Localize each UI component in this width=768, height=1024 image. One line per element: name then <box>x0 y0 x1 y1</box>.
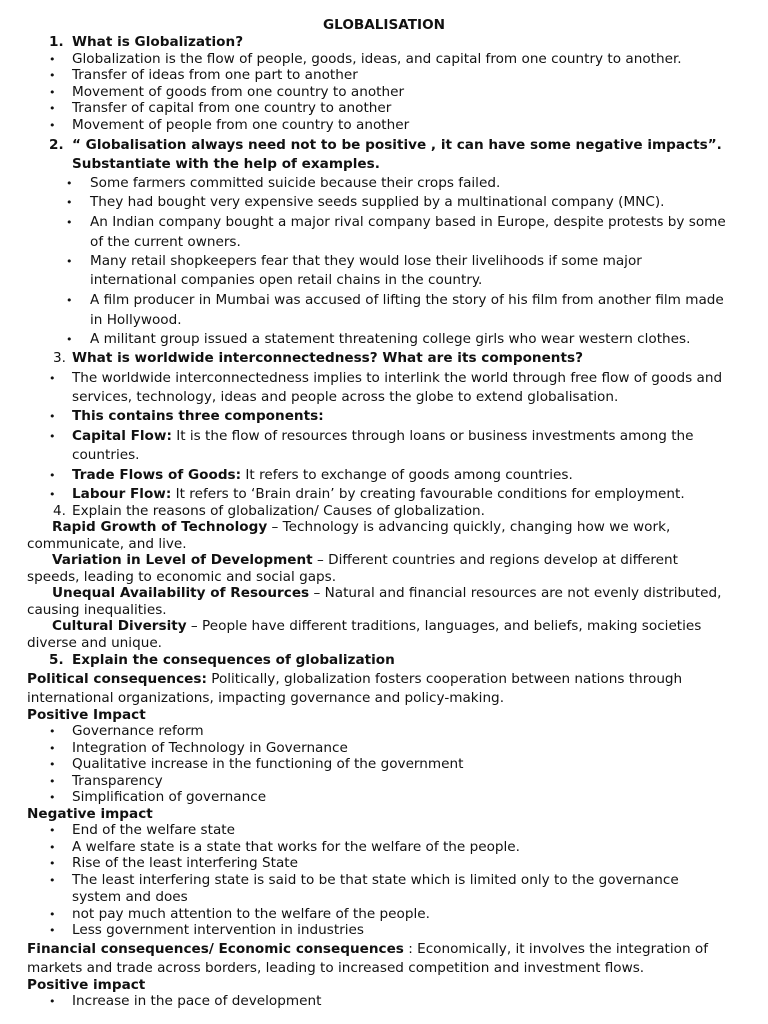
q2-bullet-text-cont: in Hollywood. <box>90 312 182 328</box>
q3-labour-flow <box>72 486 685 502</box>
bullet-icon: • <box>49 69 56 82</box>
bullet-icon: • <box>66 255 73 268</box>
political-consequences <box>27 671 682 687</box>
question-5-number: 5. <box>49 652 64 668</box>
financial-consequences <box>27 941 708 957</box>
q4-item <box>52 552 678 568</box>
bullet-icon: • <box>49 488 56 501</box>
q1-bullet-text: Movement of goods from one country to another <box>72 84 405 100</box>
positive-impact-item: Qualitative increase in the functioning of the government <box>72 756 464 772</box>
bullet-icon: • <box>49 775 56 788</box>
positive-impact-2-item: Increase in the pace of development <box>72 993 322 1009</box>
bullet-icon: • <box>49 86 56 99</box>
q4-item <box>52 585 721 601</box>
question-1-number: 1. <box>49 34 64 50</box>
q2-bullet-text-cont: international companies open retail chains in the country. <box>90 272 483 288</box>
positive-impact-item: Integration of Technology in Governance <box>72 740 348 756</box>
negative-impact-item: Rise of the least interfering State <box>72 855 298 871</box>
bullet-icon: • <box>49 995 56 1008</box>
q4-item-text: – Natural and financial resources are not evenly distributed, <box>309 585 722 601</box>
bullet-icon: • <box>49 102 56 115</box>
bullet-icon: • <box>49 53 56 66</box>
q2-bullet-text: Some farmers committed suicide because their crops failed. <box>90 175 501 191</box>
bullet-icon: • <box>49 410 56 423</box>
negative-impact-item: Less government intervention in industries <box>72 922 365 938</box>
q2-bullet-text: Many retail shopkeepers fear that they would lose their livelihoods if some major <box>90 253 642 269</box>
bullet-icon: • <box>49 874 56 887</box>
question-4-heading: Explain the reasons of globalization/ Causes of globalization. <box>72 503 485 519</box>
q2-bullet-text-cont: of the current owners. <box>90 234 241 250</box>
capital-flow-label: Capital Flow: <box>72 428 172 444</box>
q1-bullet-text: Transfer of ideas from one part to another <box>72 67 358 83</box>
q4-item-cont: communicate, and live. <box>27 536 187 552</box>
q4-item-text: – People have different traditions, languages, and beliefs, making societies <box>186 618 702 634</box>
negative-impact-item: not pay much attention to the welfare of the people. <box>72 906 430 922</box>
financial-text: : Economically, it involves the integration of <box>403 941 708 957</box>
bullet-icon: • <box>66 333 73 346</box>
bullet-icon: • <box>49 924 56 937</box>
q3-components-heading: This contains three components: <box>72 408 324 424</box>
bullet-icon: • <box>49 372 56 385</box>
negative-impact-item-cont: system and does <box>72 889 188 905</box>
trade-flow-label: Trade Flows of Goods: <box>72 467 242 483</box>
negative-impact-item: End of the welfare state <box>72 822 235 838</box>
financial-label: Financial consequences/ Economic consequences <box>27 941 404 957</box>
capital-flow-text: It is the flow of resources through loans or business investments among the <box>171 428 694 444</box>
bullet-icon: • <box>66 177 73 190</box>
page-title: GLOBALISATION <box>322 17 445 33</box>
q4-item-text: – Different countries and regions develop at different <box>312 552 678 568</box>
q4-item-label: Unequal Availability of Resources <box>52 585 310 601</box>
positive-impact-item: Transparency <box>72 773 163 789</box>
q4-item-cont: diverse and unique. <box>27 635 163 651</box>
bullet-icon: • <box>49 824 56 837</box>
political-label: Political consequences: <box>27 671 207 687</box>
q2-bullet-text: A film producer in Mumbai was accused of lifting the story of his film from another film made <box>90 292 724 308</box>
question-2-heading-line2: Substantiate with the help of examples. <box>72 156 380 172</box>
q2-bullet-text: An Indian company bought a major rival company based in Europe, despite protests by some <box>90 214 726 230</box>
trade-flow-text: It refers to exchange of goods among countries. <box>241 467 573 483</box>
q4-item-label: Cultural Diversity <box>52 618 187 634</box>
q3-bullet-text: The worldwide interconnectedness implies to interlink the world through free flow of goods and <box>72 370 723 386</box>
q4-item <box>52 519 670 535</box>
positive-impact-item: Simplification of governance <box>72 789 267 805</box>
bullet-icon: • <box>49 758 56 771</box>
positive-impact-item: Governance reform <box>72 723 204 739</box>
political-consequences-cont: international organizations, impacting governance and policy-making. <box>27 690 505 706</box>
bullet-icon: • <box>49 908 56 921</box>
bullet-icon: • <box>49 857 56 870</box>
bullet-icon: • <box>49 119 56 132</box>
q2-bullet-text: A militant group issued a statement threatening college girls who wear western clothes. <box>90 331 691 347</box>
q4-item-cont: speeds, leading to economic and social gaps. <box>27 569 337 585</box>
financial-consequences-cont: markets and trade across borders, leading to increased competition and investment flows. <box>27 960 645 976</box>
q1-bullet-text: Globalization is the flow of people, goods, ideas, and capital from one country to another. <box>72 51 682 67</box>
labour-flow-text: It refers to ‘Brain drain’ by creating favourable conditions for employment. <box>171 486 685 502</box>
question-2-number: 2. <box>49 137 64 153</box>
question-1-heading: What is Globalization? <box>72 34 244 50</box>
question-4-number: 4. <box>53 503 66 519</box>
negative-impact-item: The least interfering state is said to be that state which is limited only to the governance <box>72 872 679 888</box>
q1-bullet-text: Transfer of capital from one country to another <box>72 100 392 116</box>
q3-trade-flow <box>72 467 573 483</box>
negative-impact-heading: Negative impact <box>27 806 153 822</box>
negative-impact-item: A welfare state is a state that works for the welfare of the people. <box>72 839 520 855</box>
q2-bullet-text: They had bought very expensive seeds supplied by a multinational company (MNC). <box>90 194 665 210</box>
bullet-icon: • <box>49 841 56 854</box>
bullet-icon: • <box>66 294 73 307</box>
question-5-heading: Explain the consequences of globalization <box>72 652 395 668</box>
q3-capital-flow-cont: countries. <box>72 447 140 463</box>
question-3-heading: What is worldwide interconnectedness? What are its components? <box>72 350 583 366</box>
q3-capital-flow <box>72 428 694 444</box>
q4-item <box>52 618 701 634</box>
question-3-number: 3. <box>53 350 66 366</box>
bullet-icon: • <box>49 469 56 482</box>
bullet-icon: • <box>49 791 56 804</box>
political-text: Politically, globalization fosters cooperation between nations through <box>206 671 683 687</box>
positive-impact-heading: Positive Impact <box>27 707 146 723</box>
bullet-icon: • <box>66 196 73 209</box>
q4-item-text: – Technology is advancing quickly, changing how we work, <box>267 519 671 535</box>
q1-bullet-text: Movement of people from one country to another <box>72 117 410 133</box>
labour-flow-label: Labour Flow: <box>72 486 172 502</box>
bullet-icon: • <box>49 430 56 443</box>
bullet-icon: • <box>49 725 56 738</box>
q4-item-label: Rapid Growth of Technology <box>52 519 268 535</box>
positive-impact-heading-2: Positive impact <box>27 977 146 993</box>
q4-item-label: Variation in Level of Development <box>52 552 313 568</box>
bullet-icon: • <box>49 742 56 755</box>
q3-bullet-text-cont: services, technology, ideas and people across the globe to extend globalisation. <box>72 389 619 405</box>
bullet-icon: • <box>66 216 73 229</box>
question-2-heading-line1: “ Globalisation always need not to be positive , it can have some negative impacts”. <box>72 137 722 153</box>
q4-item-cont: causing inequalities. <box>27 602 167 618</box>
